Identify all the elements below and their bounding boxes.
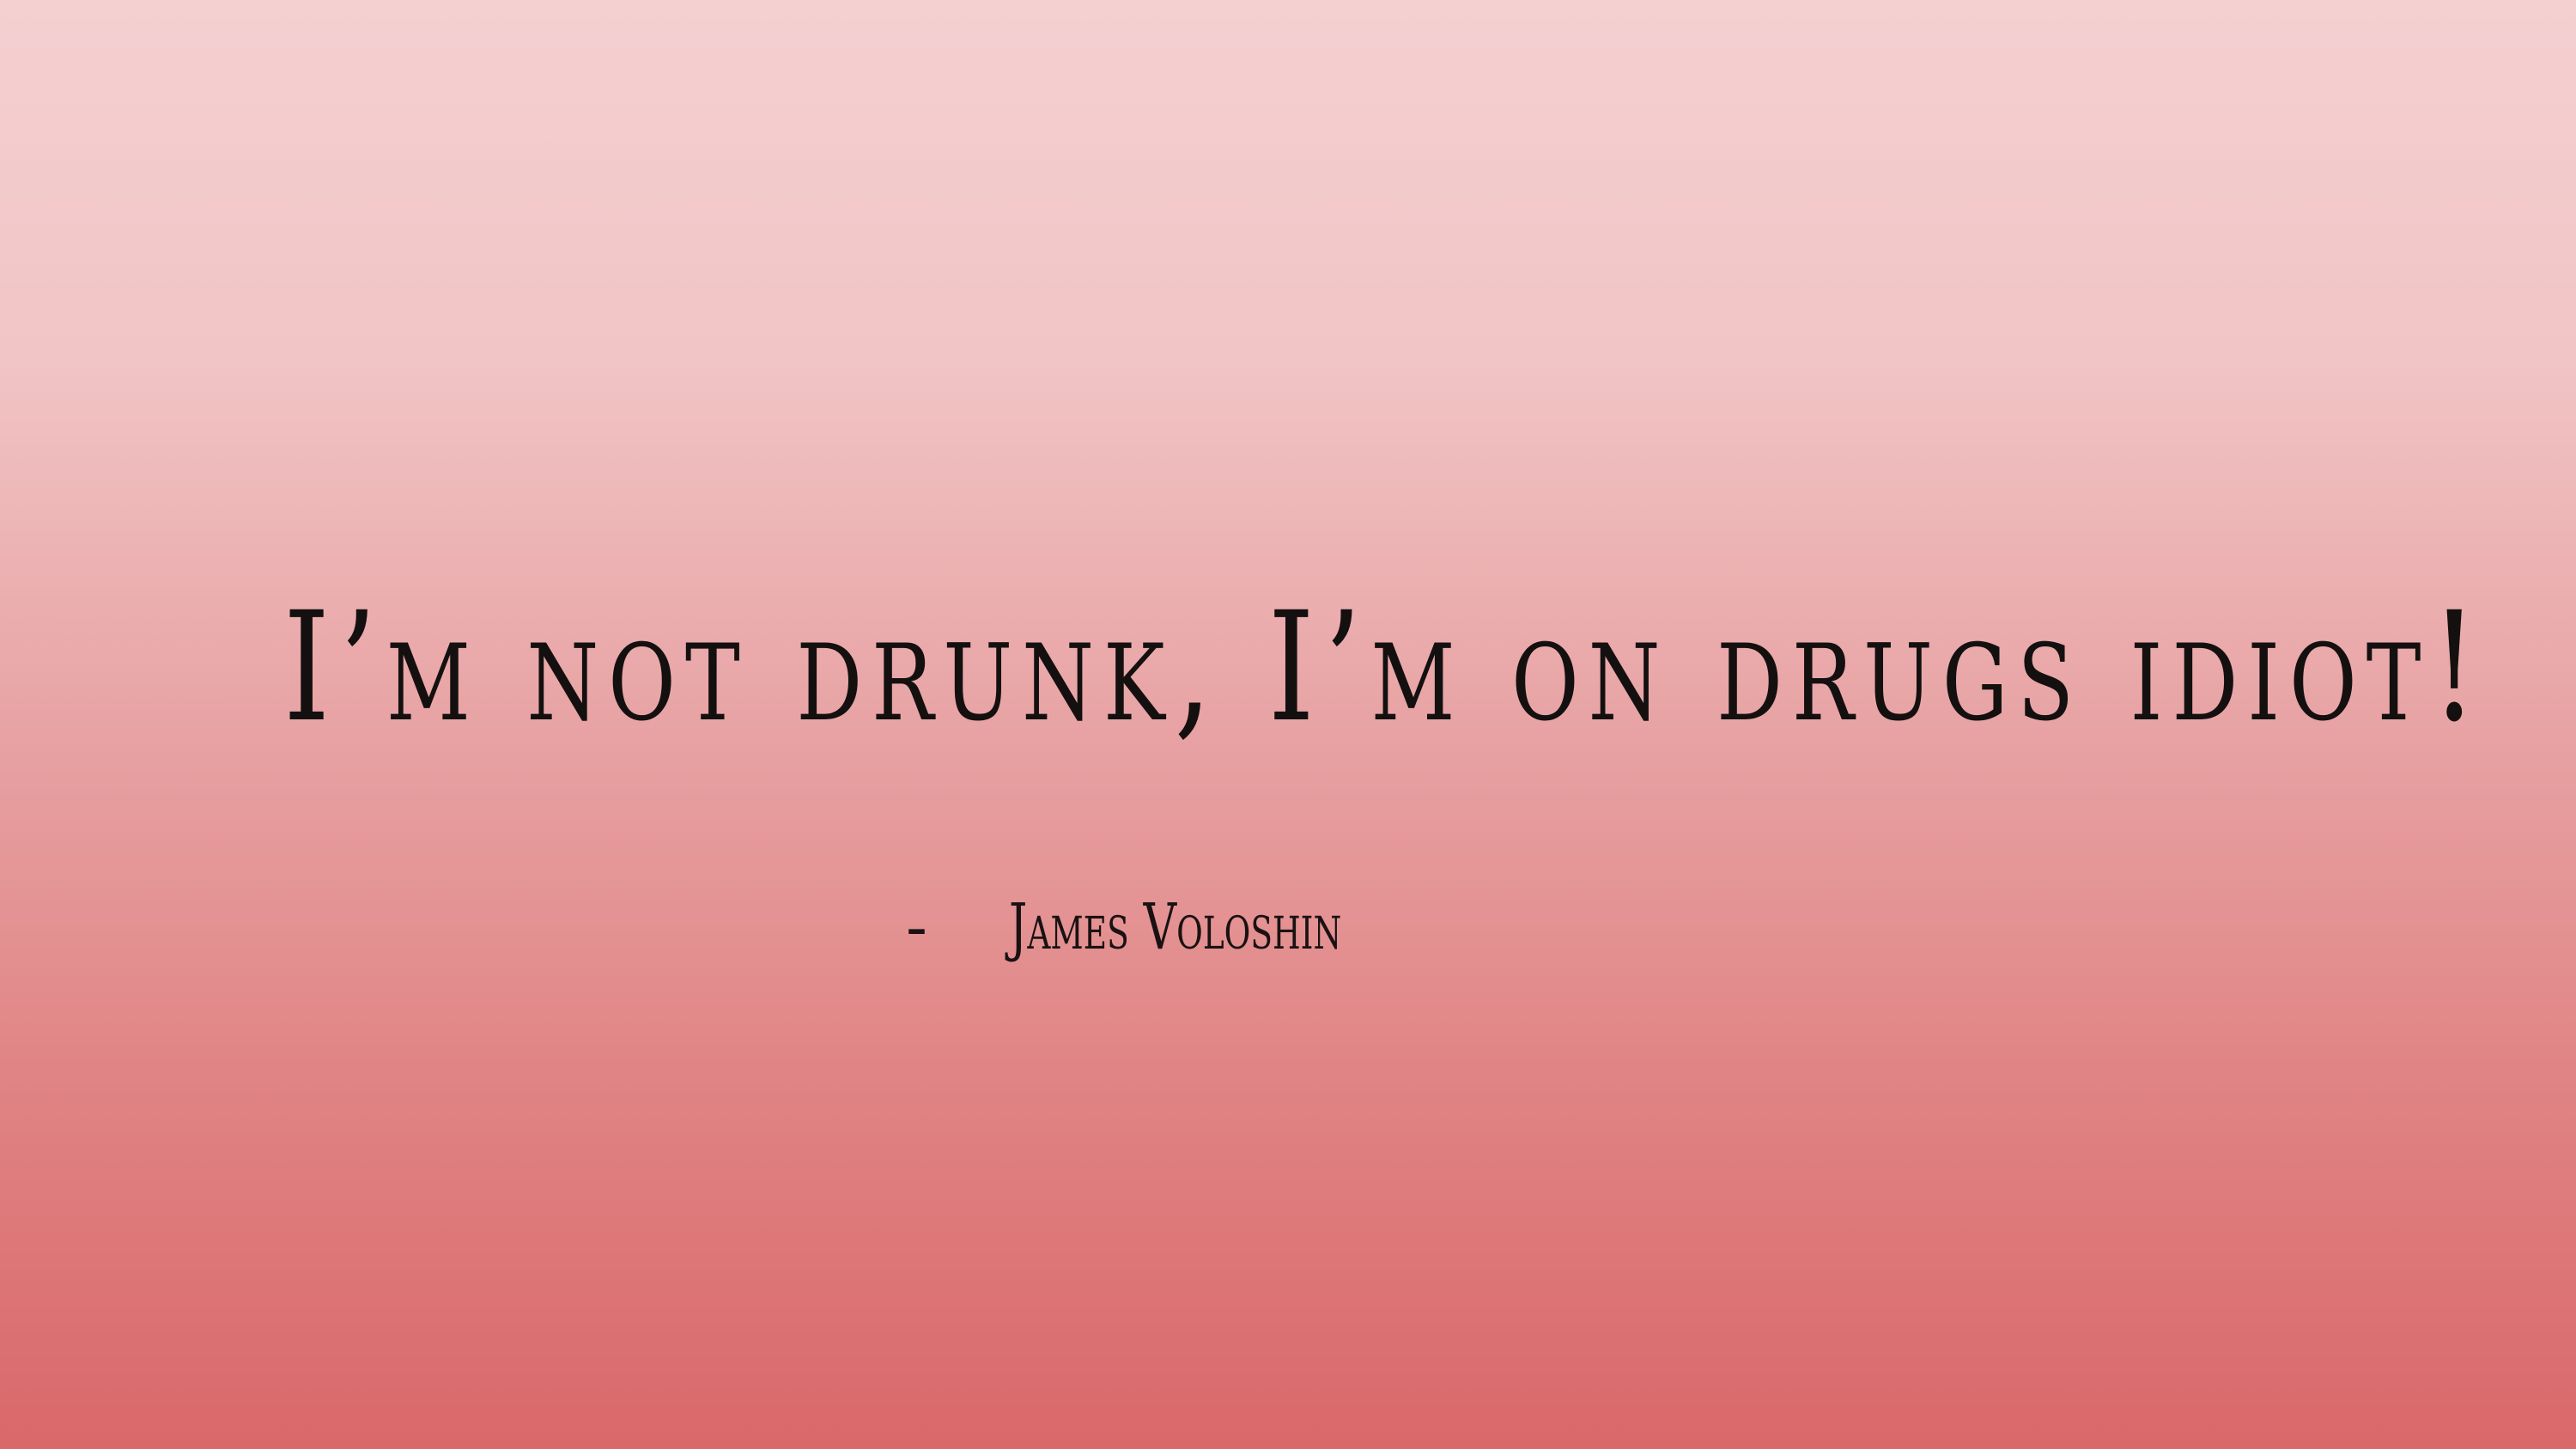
attribution <box>906 890 1471 964</box>
attribution-name: James Voloshin <box>1009 890 1342 964</box>
attribution-dash: - <box>906 890 928 964</box>
quote-text: I’m not drunk, I’m on drugs idiot! <box>283 579 2488 755</box>
